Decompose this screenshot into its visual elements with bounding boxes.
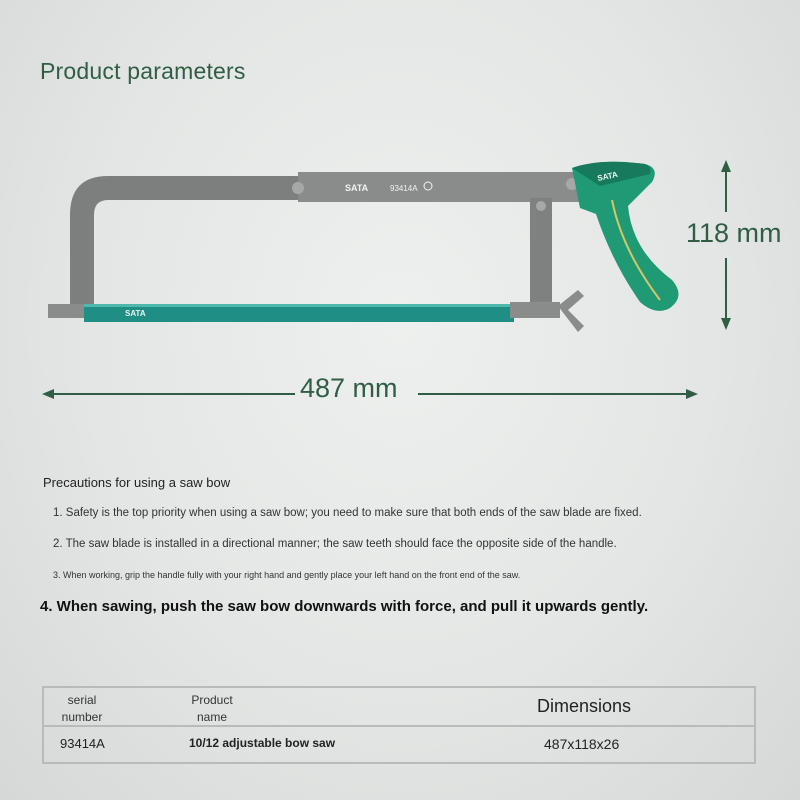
height-dimension-label: 118 mm [686,218,782,248]
page-title: Product parameters [40,58,246,84]
table-header-divider [44,725,754,727]
spec-table [42,686,756,764]
saw-blade [48,290,584,332]
table-header-name: Product name [191,693,233,724]
table-header-dimensions: Dimensions [536,696,632,716]
precaution-item-1: 1. Safety is the top priority when using a saw bow; you need to make sure that both ends of the saw blade are fixed. [53,507,642,519]
table-cell-serial: 93414A [60,736,105,751]
frame-brand-mark: SATA [345,183,369,193]
table-header-serial: serial number [61,693,103,724]
table-cell-name: 10/12 adjustable bow saw [189,736,336,750]
table-cell-dimensions: 487x118x26 [544,736,620,752]
precaution-item-2: 2. The saw blade is installed in a directional manner; the saw teeth should face the opposite side of the handle. [53,538,617,550]
precaution-item-4: 4. When sawing, push the saw bow downwards with force, and pull it upwards gently. [40,598,649,615]
saw-frame [70,172,583,318]
saw-handle [572,162,679,311]
precautions-heading: Precautions for using a saw bow [43,475,231,490]
length-dimension-label: 487 mm [300,373,398,403]
precaution-item-3: 3. When working, grip the handle fully with your right hand and gently place your left hand on the front end of the saw. [53,570,521,580]
frame-model-mark: 93414A [390,184,418,193]
handle-brand-mark: SATA [596,169,619,183]
blade-brand-mark: SATA [125,309,146,318]
